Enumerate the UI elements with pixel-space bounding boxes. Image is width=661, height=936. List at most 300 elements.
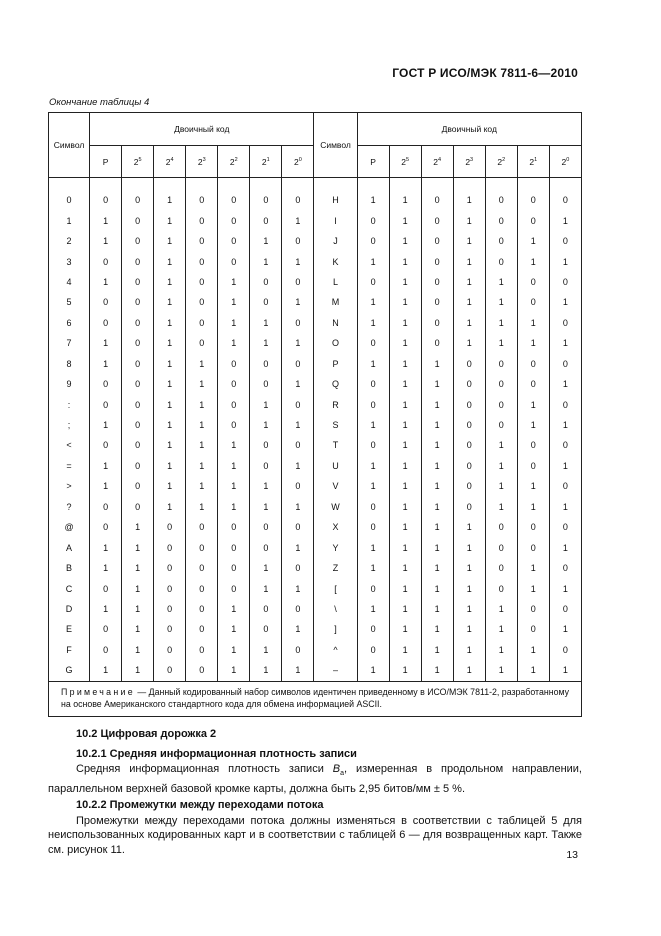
bit-cell: 1 xyxy=(485,435,517,455)
bit-cell: 0 xyxy=(549,231,581,251)
bit-cell: 1 xyxy=(90,354,122,374)
bit-cell: 1 xyxy=(90,599,122,619)
bit-cell: 0 xyxy=(357,210,389,230)
bit-cell: 1 xyxy=(549,333,581,353)
bit-cell: 1 xyxy=(154,251,186,271)
bit-cell: 1 xyxy=(485,476,517,496)
bit-cell: 0 xyxy=(250,517,282,537)
bit-cell: 1 xyxy=(453,578,485,598)
bit-cell: 1 xyxy=(517,558,549,578)
bit-cell: 1 xyxy=(517,313,549,333)
bit-cell: 1 xyxy=(421,374,453,394)
bit-cell: 1 xyxy=(421,415,453,435)
bit-cell: 0 xyxy=(90,640,122,660)
bit-cell: 1 xyxy=(90,272,122,292)
bit-cell: 1 xyxy=(357,313,389,333)
bit-cell: 0 xyxy=(453,476,485,496)
spacer-cell xyxy=(357,178,389,191)
spacer-cell xyxy=(453,178,485,191)
bit-cell: 0 xyxy=(218,415,250,435)
symbol-cell: : xyxy=(49,394,90,414)
symbol-cell: > xyxy=(49,476,90,496)
bit-cell: 1 xyxy=(389,333,421,353)
bit-cell: 1 xyxy=(154,415,186,435)
bit-cell: 1 xyxy=(250,415,282,435)
bit-cell: 1 xyxy=(282,619,314,639)
bit-cell: 0 xyxy=(90,497,122,517)
bit-cell: 1 xyxy=(549,660,581,681)
bit-cell: 1 xyxy=(250,640,282,660)
bit-cell: 1 xyxy=(282,415,314,435)
bit-cell: 0 xyxy=(517,210,549,230)
bit-cell: 0 xyxy=(453,497,485,517)
bit-cell: 0 xyxy=(90,251,122,271)
bit-cell: 1 xyxy=(357,558,389,578)
bit-cell: 1 xyxy=(453,537,485,557)
symbol-cell: 3 xyxy=(49,251,90,271)
bit-cell: 1 xyxy=(453,190,485,210)
bit-header-right: $2^0$ xyxy=(549,146,581,178)
bit-cell: 0 xyxy=(218,354,250,374)
symbol-cell: X xyxy=(314,517,357,537)
bit-cell: 0 xyxy=(154,517,186,537)
bit-cell: 1 xyxy=(485,292,517,312)
bit-cell: 1 xyxy=(357,190,389,210)
table-row xyxy=(49,333,582,353)
bit-header-right: $2^4$ xyxy=(421,146,453,178)
bit-cell: 0 xyxy=(90,394,122,414)
bit-cell: 1 xyxy=(357,476,389,496)
bit-cell: 0 xyxy=(282,272,314,292)
bit-cell: 1 xyxy=(485,456,517,476)
bit-cell: 1 xyxy=(453,660,485,681)
symbol-cell: ^ xyxy=(314,640,357,660)
bit-cell: 0 xyxy=(90,313,122,333)
bit-cell: 0 xyxy=(421,333,453,353)
symbol-cell: B xyxy=(49,558,90,578)
bit-cell: 0 xyxy=(122,313,154,333)
symbol-cell: O xyxy=(314,333,357,353)
symbol-cell: U xyxy=(314,456,357,476)
symbol-cell: A xyxy=(49,537,90,557)
bit-cell: 1 xyxy=(250,394,282,414)
symbol-header-right: Символ xyxy=(314,113,357,178)
bit-cell: 1 xyxy=(549,619,581,639)
bit-cell: 0 xyxy=(218,578,250,598)
bit-cell: 1 xyxy=(453,231,485,251)
bit-cell: 0 xyxy=(549,190,581,210)
bit-cell: 1 xyxy=(549,415,581,435)
table-row xyxy=(49,190,582,210)
bit-cell: 0 xyxy=(282,394,314,414)
spacer-cell xyxy=(282,178,314,191)
symbol-cell: C xyxy=(49,578,90,598)
bit-cell: 1 xyxy=(485,619,517,639)
spacer-cell xyxy=(122,178,154,191)
symbol-cell: ; xyxy=(49,415,90,435)
symbol-cell: 5 xyxy=(49,292,90,312)
note-label: Примечание xyxy=(61,686,135,697)
bit-cell: 0 xyxy=(250,210,282,230)
table-row xyxy=(49,354,582,374)
bit-cell: 0 xyxy=(421,272,453,292)
bit-cell: 1 xyxy=(250,578,282,598)
bit-cell: 0 xyxy=(517,292,549,312)
bit-cell: 1 xyxy=(549,374,581,394)
bit-cell: 0 xyxy=(218,374,250,394)
bit-cell: 1 xyxy=(389,497,421,517)
symbol-cell: < xyxy=(49,435,90,455)
bit-cell: 0 xyxy=(357,435,389,455)
bit-cell: 0 xyxy=(122,456,154,476)
bit-cell: 1 xyxy=(485,640,517,660)
bit-header-left: $2^5$ xyxy=(122,146,154,178)
bit-cell: 0 xyxy=(282,354,314,374)
binary-code-header-left: Двоичный код xyxy=(90,113,314,146)
bit-cell: 0 xyxy=(186,313,218,333)
bit-cell: 0 xyxy=(549,435,581,455)
bit-cell: 0 xyxy=(357,272,389,292)
bit-cell: 0 xyxy=(517,619,549,639)
table-row xyxy=(49,210,582,230)
bit-cell: 0 xyxy=(186,599,218,619)
bit-cell: 1 xyxy=(282,537,314,557)
bit-cell: 1 xyxy=(517,415,549,435)
bit-cell: 0 xyxy=(282,476,314,496)
bit-cell: 0 xyxy=(485,210,517,230)
bit-cell: 0 xyxy=(282,190,314,210)
bit-cell: 0 xyxy=(186,517,218,537)
paragraph-density: Средняя информационная плотность записи $B_a$, измеренная в продольном направлении, параллельном верхней базовой кромке карты, должна быть 2,95 битов/мм ± 5 %. xyxy=(48,763,582,795)
symbol-cell: Z xyxy=(314,558,357,578)
bit-cell: 0 xyxy=(421,190,453,210)
bit-cell: 1 xyxy=(218,333,250,353)
bit-header-right: $2^1$ xyxy=(517,146,549,178)
bit-cell: 0 xyxy=(186,537,218,557)
bit-cell: 1 xyxy=(389,435,421,455)
bit-header-right: $2^3$ xyxy=(453,146,485,178)
bit-cell: 1 xyxy=(421,354,453,374)
bit-cell: 0 xyxy=(485,231,517,251)
bit-cell: 1 xyxy=(154,354,186,374)
bit-cell: 1 xyxy=(389,640,421,660)
spacer-cell xyxy=(421,178,453,191)
bit-cell: 1 xyxy=(389,272,421,292)
bit-cell: 1 xyxy=(282,578,314,598)
bit-cell: 1 xyxy=(453,558,485,578)
bit-cell: 0 xyxy=(421,210,453,230)
bit-cell: 1 xyxy=(517,333,549,353)
bit-cell: 1 xyxy=(186,394,218,414)
bit-cell: 0 xyxy=(186,231,218,251)
symbol-cell: E xyxy=(49,619,90,639)
bit-cell: 1 xyxy=(218,456,250,476)
table-row xyxy=(49,456,582,476)
bit-cell: 1 xyxy=(186,354,218,374)
bit-cell: 0 xyxy=(90,190,122,210)
table-row xyxy=(49,497,582,517)
bit-cell: 0 xyxy=(122,415,154,435)
bit-cell: 0 xyxy=(154,640,186,660)
bit-cell: 0 xyxy=(485,251,517,271)
bit-cell: 1 xyxy=(250,313,282,333)
bit-cell: 0 xyxy=(122,333,154,353)
symbol-cell: M xyxy=(314,292,357,312)
symbol-cell: K xyxy=(314,251,357,271)
bit-cell: 0 xyxy=(485,415,517,435)
symbol-cell: Y xyxy=(314,537,357,557)
symbol-cell: N xyxy=(314,313,357,333)
bit-cell: 1 xyxy=(453,619,485,639)
bit-cell: 1 xyxy=(517,231,549,251)
spacer-cell xyxy=(186,178,218,191)
bit-cell: 1 xyxy=(389,210,421,230)
spacer-cell xyxy=(314,178,357,191)
bit-cell: 0 xyxy=(186,251,218,271)
symbol-cell: 4 xyxy=(49,272,90,292)
bit-cell: 1 xyxy=(357,251,389,271)
bit-cell: 1 xyxy=(421,660,453,681)
bit-cell: 1 xyxy=(549,456,581,476)
bit-cell: 0 xyxy=(186,333,218,353)
bit-header-right: P xyxy=(357,146,389,178)
bit-cell: 0 xyxy=(453,394,485,414)
spacer-cell xyxy=(218,178,250,191)
bit-cell: 1 xyxy=(389,537,421,557)
bit-cell: 1 xyxy=(90,415,122,435)
bit-cell: 0 xyxy=(549,476,581,496)
bit-cell: 0 xyxy=(357,640,389,660)
ascii-code-table xyxy=(48,112,582,717)
table-row xyxy=(49,660,582,681)
bit-cell: 1 xyxy=(389,313,421,333)
bit-cell: 0 xyxy=(218,517,250,537)
spacer-cell xyxy=(154,178,186,191)
table-row xyxy=(49,619,582,639)
bit-cell: 1 xyxy=(282,660,314,681)
bit-cell: 1 xyxy=(389,599,421,619)
bit-cell: 0 xyxy=(186,619,218,639)
bit-header-left: P xyxy=(90,146,122,178)
table-row xyxy=(49,578,582,598)
bit-cell: 0 xyxy=(517,456,549,476)
bit-cell: 1 xyxy=(154,313,186,333)
bit-cell: 1 xyxy=(154,497,186,517)
table-row xyxy=(49,272,582,292)
bit-cell: 1 xyxy=(218,497,250,517)
table-note xyxy=(49,681,582,716)
bit-cell: 1 xyxy=(421,517,453,537)
bit-cell: 1 xyxy=(90,537,122,557)
bit-cell: 0 xyxy=(90,374,122,394)
table-row xyxy=(49,231,582,251)
bit-cell: 1 xyxy=(485,272,517,292)
bit-cell: 0 xyxy=(517,190,549,210)
bit-cell: 0 xyxy=(517,599,549,619)
table-row xyxy=(49,415,582,435)
bit-cell: 0 xyxy=(282,599,314,619)
bit-cell: 0 xyxy=(90,292,122,312)
table-row xyxy=(49,435,582,455)
bit-cell: 1 xyxy=(357,415,389,435)
bit-cell: 1 xyxy=(357,354,389,374)
bit-cell: 0 xyxy=(549,394,581,414)
bit-cell: 1 xyxy=(250,231,282,251)
bit-cell: 1 xyxy=(485,313,517,333)
bit-cell: 1 xyxy=(122,640,154,660)
bit-header-right: $2^2$ xyxy=(485,146,517,178)
bit-cell: 1 xyxy=(421,619,453,639)
bit-cell: 1 xyxy=(282,251,314,271)
bit-cell: 0 xyxy=(122,476,154,496)
symbol-cell: \ xyxy=(314,599,357,619)
symbol-cell: I xyxy=(314,210,357,230)
bit-cell: 1 xyxy=(218,619,250,639)
bit-cell: 0 xyxy=(154,599,186,619)
symbol-cell: – xyxy=(314,660,357,681)
bit-cell: 1 xyxy=(250,558,282,578)
bit-cell: 1 xyxy=(389,476,421,496)
binary-code-header-right: Двоичный код xyxy=(357,113,581,146)
bit-cell: 1 xyxy=(389,231,421,251)
bit-cell: 1 xyxy=(517,578,549,598)
bit-cell: 1 xyxy=(453,272,485,292)
bit-cell: 1 xyxy=(389,660,421,681)
table-row xyxy=(49,251,582,271)
symbol-cell: 0 xyxy=(49,190,90,210)
bit-cell: 1 xyxy=(122,558,154,578)
bit-cell: 1 xyxy=(389,578,421,598)
bit-cell: 1 xyxy=(389,374,421,394)
bit-cell: 0 xyxy=(453,456,485,476)
bit-cell: 1 xyxy=(122,619,154,639)
spacer-cell xyxy=(485,178,517,191)
symbol-cell: S xyxy=(314,415,357,435)
bit-cell: 1 xyxy=(90,210,122,230)
bit-cell: 0 xyxy=(485,537,517,557)
bit-cell: 0 xyxy=(250,537,282,557)
symbol-cell: 9 xyxy=(49,374,90,394)
table-row xyxy=(49,599,582,619)
bit-cell: 1 xyxy=(421,558,453,578)
bit-cell: 1 xyxy=(549,292,581,312)
page-number: 13 xyxy=(566,849,578,861)
table-body xyxy=(49,178,582,717)
bit-cell: 0 xyxy=(549,558,581,578)
bit-cell: 0 xyxy=(186,558,218,578)
bit-cell: 0 xyxy=(90,578,122,598)
bit-cell: 0 xyxy=(282,231,314,251)
bit-cell: 1 xyxy=(186,435,218,455)
bit-cell: 1 xyxy=(154,210,186,230)
section-text xyxy=(48,727,582,857)
table-row xyxy=(49,640,582,660)
bit-cell: 0 xyxy=(549,517,581,537)
bit-cell: 0 xyxy=(453,435,485,455)
symbol-cell: 7 xyxy=(49,333,90,353)
section-heading-10-2: 10.2 Цифровая дорожка 2 xyxy=(76,728,217,740)
bit-cell: 1 xyxy=(485,333,517,353)
bit-cell: 0 xyxy=(122,435,154,455)
bit-cell: 1 xyxy=(421,394,453,414)
bit-cell: 0 xyxy=(122,210,154,230)
bit-cell: 0 xyxy=(421,313,453,333)
bit-cell: 0 xyxy=(122,231,154,251)
symbol-header-left: Символ xyxy=(49,113,90,178)
bit-cell: 0 xyxy=(517,374,549,394)
bit-cell: 0 xyxy=(154,537,186,557)
symbol-cell: = xyxy=(49,456,90,476)
bit-cell: 1 xyxy=(218,640,250,660)
bit-cell: 1 xyxy=(122,537,154,557)
bit-cell: 0 xyxy=(421,231,453,251)
bit-cell: 1 xyxy=(421,476,453,496)
bit-cell: 1 xyxy=(186,456,218,476)
bit-cell: 0 xyxy=(186,210,218,230)
bit-cell: 0 xyxy=(122,272,154,292)
bit-cell: 0 xyxy=(453,354,485,374)
bit-cell: 0 xyxy=(250,190,282,210)
symbol-cell: H xyxy=(314,190,357,210)
bit-cell: 1 xyxy=(357,537,389,557)
bit-cell: 1 xyxy=(90,456,122,476)
bit-cell: 0 xyxy=(218,537,250,557)
bit-cell: 1 xyxy=(250,497,282,517)
bit-cell: 1 xyxy=(250,251,282,271)
symbol-cell: P xyxy=(314,354,357,374)
symbol-cell: ? xyxy=(49,497,90,517)
note-text: — Данный кодированный набор символов идентичен приведенному в ИСО/МЭК 7811-2, разработанному на основе Американского стандартного кода для обмена информацией ASCII. xyxy=(61,686,570,709)
bit-cell: 1 xyxy=(517,497,549,517)
bit-header-left: $2^3$ xyxy=(186,146,218,178)
bit-cell: 1 xyxy=(154,374,186,394)
bit-header-left: $2^2$ xyxy=(218,146,250,178)
bit-cell: 0 xyxy=(154,578,186,598)
symbol-cell: ] xyxy=(314,619,357,639)
bit-cell: 0 xyxy=(517,272,549,292)
bit-header-left: $2^0$ xyxy=(282,146,314,178)
bit-cell: 1 xyxy=(154,231,186,251)
bit-cell: 1 xyxy=(421,640,453,660)
bit-cell: 1 xyxy=(389,190,421,210)
bit-cell: 1 xyxy=(186,476,218,496)
bit-cell: 0 xyxy=(549,272,581,292)
table-row xyxy=(49,374,582,394)
bit-cell: 0 xyxy=(186,640,218,660)
bit-cell: 0 xyxy=(357,333,389,353)
bit-cell: 0 xyxy=(453,415,485,435)
bit-cell: 0 xyxy=(218,210,250,230)
bit-cell: 0 xyxy=(122,190,154,210)
bit-cell: 1 xyxy=(186,497,218,517)
bit-cell: 0 xyxy=(282,313,314,333)
bit-cell: 1 xyxy=(389,354,421,374)
bit-cell: 1 xyxy=(250,476,282,496)
table-row xyxy=(49,517,582,537)
bit-cell: 0 xyxy=(282,558,314,578)
bit-cell: 0 xyxy=(90,435,122,455)
bit-cell: 1 xyxy=(154,456,186,476)
bit-cell: 1 xyxy=(453,292,485,312)
bit-cell: 1 xyxy=(453,640,485,660)
bit-cell: 0 xyxy=(357,497,389,517)
bit-cell: 1 xyxy=(154,272,186,292)
bit-cell: 0 xyxy=(122,251,154,271)
bit-cell: 0 xyxy=(549,640,581,660)
bit-cell: 1 xyxy=(453,333,485,353)
bit-cell: 0 xyxy=(421,292,453,312)
bit-cell: 1 xyxy=(154,333,186,353)
